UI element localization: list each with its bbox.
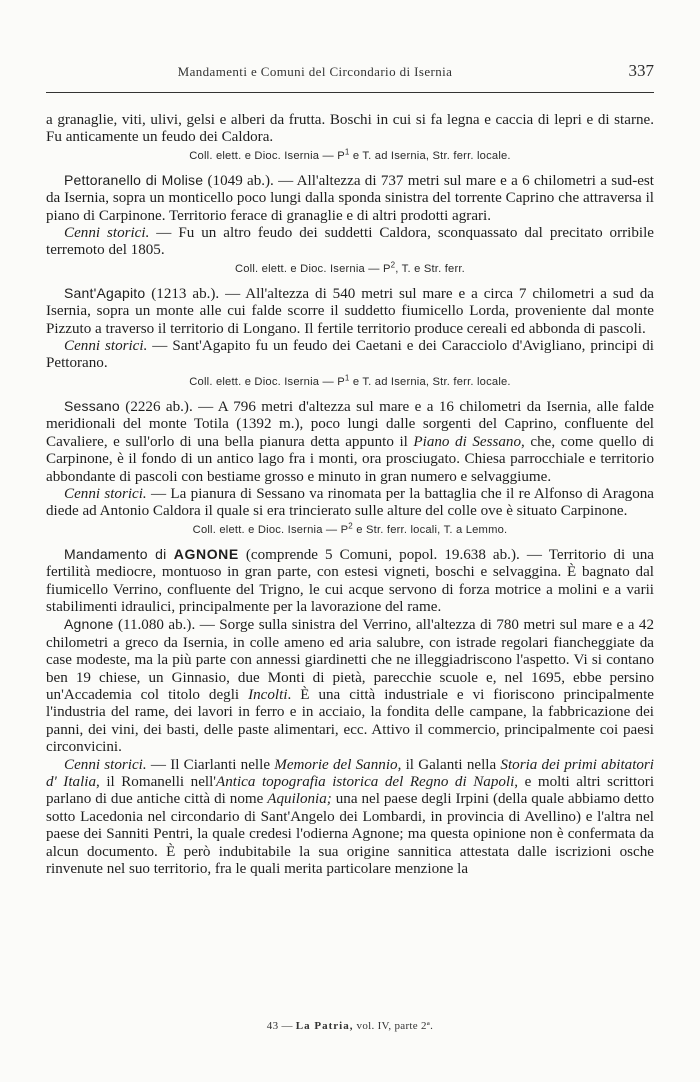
entry-text: , che, come quello di Carpinone, è il fondo di un antico lago fra i monti, ora prosciugato. Chiesa parrocchiale e territorio abbondante di pascoli con bestiame grosso e minuto in gran numero e selvaggiume. — [46, 433, 654, 485]
history-label: Cenni storici. — [64, 756, 147, 773]
electoral-reference — [46, 374, 654, 391]
entry-text: (11.080 ab.). — Sorge sulla sinistra del Verrino, all'altezza di 780 metri sul mare e a 42 chilometri a greco da Isernia, in colle ameno ed aria salubre, con istrade regolari fiancheggiate da case modeste, ma la più parte con annessi giardinetti che ne illeggiadriscono l'aspetto. Vi si contano ben 19 chiese, un Ginnasio, due Monti di pietà, parecchie scuole e, nel 1695, ebbe persino un'Accademia col titolo degli — [46, 617, 654, 703]
entry-text: (2226 ab.). — A 796 metri d'altezza sul mare e a 16 chilometri da Isernia, alle falde meridionali del monte Totila (1392 m.), poco lungi dalle sorgenti del Caprino, confluente del Cavaliere, e sull'orlo di una bella pianura detta appunto il — [46, 398, 654, 450]
book-title: Memorie del Sannio — [274, 756, 398, 773]
entry-text: (comprende 5 Comuni, popol. 19.638 ab.). — Territorio di una fertilità mediocre, montuoso in gran parte, con estesi vigneti, boschi e selvaggina. È bagnato dal fiumicello Verrino, confluente del Trigno, le cui acque servono di forza motrice a molini e a varii stabilimenti idraulici, principalmente per la lavorazione del rame. — [46, 546, 654, 615]
entry-sessano — [46, 398, 654, 486]
history-label: Cenni storici. — [64, 338, 148, 355]
history-label: Cenni storici. — [64, 485, 147, 502]
history-text: una nel paese degli Irpini (della quale abbiamo detto sotto Lacedonia nel circondario di Sant'Angelo dei Lombardi, in provincia di Avellino) e l'altra nel paese dei Sanniti Pentri, la quale credesi l'odierna Agnone; ma questa opinione non è confermata da alcun documento. È però indubitabile la sua origine sannitica attestata dalle iscrizioni osche rinvenute nel suo territorio, fra le quali merita particolare menzione la — [46, 791, 654, 878]
electoral-reference — [46, 148, 654, 165]
entry-heading: Sant'Agapito — [64, 284, 146, 301]
page-header — [46, 62, 654, 84]
history-note — [46, 486, 654, 521]
entry-text: . È una città industriale e vi fioriscono principalmente l'industria del rame, dei lavori in ferro e in acciaio, la fondita delle campane, la fabbricazione dei panni, dei vini, dei basti, delle paste alimentari, ecc. Attivo il commercio, principalmente coi paesi circonvicini. — [46, 686, 654, 756]
electoral-reference — [46, 261, 654, 278]
running-title: Mandamenti e Comuni del Circondario di Isernia — [177, 64, 453, 79]
entry-text: (1213 ab.). — All'altezza di 540 metri sul mare e a circa 7 chilometri a sud da Isernia, sopra un monte alle cui falde scorre il suddetto fiumicello Lorda, proveniente dal monte Pizzuto a traverso il territorio di Longano. Il fertile territorio produce cereali ed abbonda di pascoli. — [46, 285, 654, 337]
reference-subscript: 2 — [390, 260, 396, 270]
entry-pettoranello — [46, 172, 654, 225]
history-text: — Sant'Agapito fu un feudo dei Caetani e dei Caracciolo d'Avigliano, principi di Pettorano. — [46, 338, 654, 372]
reference-text: Coll. elett. e Dioc. Isernia — P — [234, 262, 391, 275]
history-text: , il Romanelli nell' — [96, 774, 217, 790]
electoral-reference — [46, 522, 654, 539]
entry-heading: Sessano — [64, 397, 120, 414]
page-footer — [0, 1020, 700, 1032]
entry-heading-caps: AGNONE — [173, 545, 239, 562]
volume-info: vol. IV, parte 2ª. — [353, 1020, 434, 1032]
reference-subscript: 1 — [344, 147, 350, 157]
history-text: , il Galanti nella — [397, 756, 501, 773]
history-text: , e molti altri scrittori parlano di due antiche città di nome — [46, 774, 655, 808]
entry-heading: Agnone — [64, 616, 114, 633]
book-title: Storia dei primi abitatori d' Italia — [46, 756, 654, 790]
reference-text: , T. e Str. ferr. — [395, 262, 465, 275]
italic-term: Aquilonia; — [267, 791, 332, 808]
page-body — [46, 112, 654, 878]
history-label: Cenni storici. — [64, 225, 150, 242]
reference-text: e T. ad Isernia, Str. ferr. locale. — [349, 375, 511, 388]
reference-text: e T. ad Isernia, Str. ferr. locale. — [349, 149, 511, 162]
page-number: 337 — [628, 61, 654, 80]
italic-term: Piano di Sessano — [413, 433, 522, 450]
history-text: — La pianura di Sessano va rinomata per la battaglia che il re Alfonso di Aragona diede ad Antonio Caldora il quale si era trincierato sulle alture del colle ove è situato Carpinone. — [46, 485, 654, 520]
reference-text: Coll. elett. e Dioc. Isernia — P — [189, 375, 345, 388]
reference-subscript: 2 — [348, 520, 353, 530]
paragraph-continuation: a granaglie, viti, ulivi, gelsi e alberi da frutta. Boschi in cui si fa legna e caccia di lepri e di starne. Fu anticamente un feudo dei Caldora. — [46, 112, 654, 146]
history-text: — Il Ciarlanti nelle — [146, 756, 275, 773]
reference-text: e Str. ferr. locali, T. a Lemmo. — [352, 523, 508, 536]
entry-heading: Pettoranello di Molise — [64, 171, 204, 188]
entry-text: (1049 ab.). — All'altezza di 737 metri sul mare e a 6 chilometri a sud-est da Isernia, sopra un monticello poco lungi dalla sponda sinistra del torrente Caprino che attraversa il piano di Carpinone. Territorio ferace di granaglie e di altri prodotti agrari. — [46, 172, 654, 224]
entry-agnone — [46, 616, 654, 756]
publication-title: La Patria, — [295, 1020, 354, 1032]
reference-text: Coll. elett. e Dioc. Isernia — P — [192, 523, 349, 536]
reference-text: Coll. elett. e Dioc. Isernia — P — [189, 149, 345, 162]
reference-subscript: 1 — [344, 373, 350, 383]
italic-term: Incolti — [248, 686, 288, 703]
book-title: Antica topografia istorica del Regno di Napoli — [216, 774, 515, 790]
history-note — [46, 757, 654, 879]
history-text: — Fu un altro feudo dei suddetti Caldora, sconquassato dal precitato orribile terremoto del 1805. — [46, 225, 654, 259]
entry-mandamento-agnone — [46, 546, 654, 617]
history-note — [46, 225, 654, 260]
header-rule — [46, 92, 654, 93]
entry-heading: Mandamento di — [64, 545, 174, 562]
history-note — [46, 338, 654, 373]
signature-mark: 43 — — [266, 1020, 296, 1032]
entry-santagapito — [46, 285, 654, 338]
